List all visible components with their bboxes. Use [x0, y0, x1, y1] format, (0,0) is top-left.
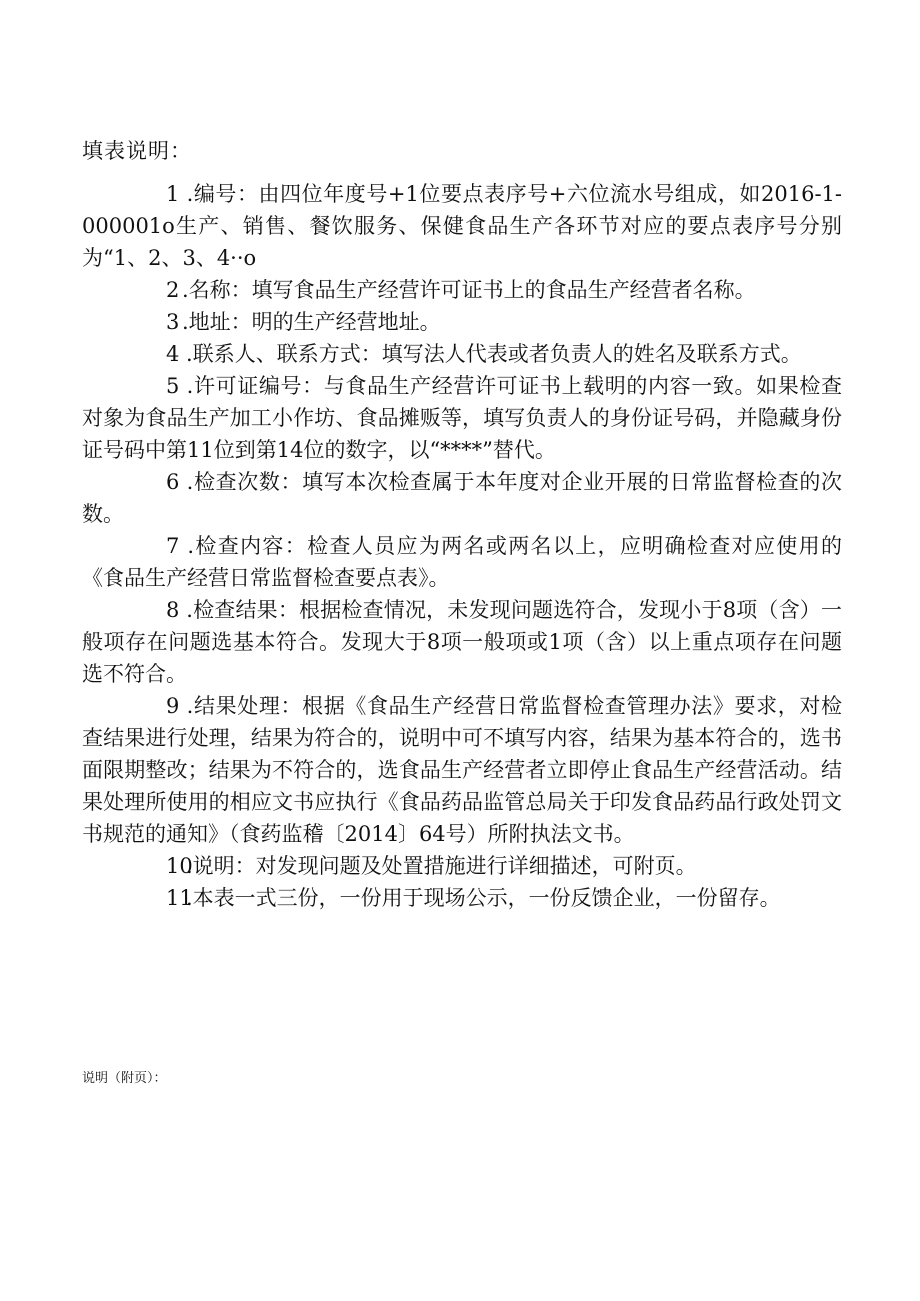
item-number: 4 — [166, 342, 180, 366]
item-text: .许可证编号：与食品生产经营许可证书上载明的内容一致。如果检查对象为食品生产加工小作坊、食品摊贩等，填写负责人的身份证号码，并隐藏身份证号码中第11位到第14位的数字，以“****”替代。 — [82, 374, 842, 462]
instruction-item-5 — [82, 370, 842, 466]
instruction-item-7 — [82, 530, 842, 594]
item-number: 1 — [166, 182, 180, 206]
item-number: 7 — [166, 534, 180, 558]
item-number: 8 — [166, 598, 180, 622]
instruction-item-3 — [82, 306, 842, 338]
item-text: .检查次数：填写本次检查属于本年度对企业开展的日常监督检查的次数。 — [82, 470, 842, 526]
instruction-item-1 — [82, 178, 842, 274]
item-text: .结果处理：根据《食品生产经营日常监督检查管理办法》要求，对检查结果进行处理，结果为符合的，说明中可不填写内容，结果为基本符合的，选书面限期整改；结果为不符合的，选食品生产经营者立即停止食品生产经营活动。结果处理所使用的相应文书应执行《食品药品监管总局关于印发食品药品行政处罚文书规范的通知》（食药监稽〔2014〕64号）所附执法文书。 — [82, 694, 842, 846]
instruction-item-10 — [82, 850, 842, 882]
page-heading: 填表说明： — [82, 139, 192, 163]
item-number: 5 — [166, 374, 180, 398]
instruction-item-4 — [82, 338, 842, 370]
item-text: .地址：明的生产经营地址。 — [182, 310, 441, 334]
instruction-item-2 — [82, 274, 842, 306]
instruction-item-8 — [82, 594, 842, 690]
item-text: .检查内容：检查人员应为两名或两名以上，应明确检查对应使用的《食品生产经营日常监督检查要点表》。 — [82, 534, 842, 590]
item-number: 2 — [166, 278, 180, 302]
item-text: .联系人、联系方式：填写法人代表或者负责人的姓名及联系方式。 — [179, 342, 802, 366]
item-text: .检查结果：根据检查情况，未发现问题选符合，发现小于8项（含）一般项存在问题选基本符合。发现大于8项一般项或1项（含）以上重点项存在问题选不符合。 — [82, 598, 842, 686]
instruction-item-11 — [82, 882, 842, 914]
item-text: .名称：填写食品生产经营许可证书上的食品生产经营者名称。 — [182, 278, 756, 302]
item-text: .编号：由四位年度号+1位要点表序号+六位流水号组成，如2016-1-000001o生产、销售、餐饮服务、保健食品生产各环节对应的要点表序号分别为“1、2、3、4··o — [82, 182, 842, 270]
instruction-item-9 — [82, 690, 842, 850]
item-number: 9 — [166, 694, 180, 718]
item-number: 10 — [166, 854, 193, 878]
instruction-item-6 — [82, 466, 842, 530]
item-number: 6 — [166, 470, 180, 494]
attachment-note: 说明（附页）： — [82, 1071, 167, 1086]
item-text: .本表一式三份，一份用于现场公示，一份反馈企业，一份留存。 — [186, 886, 781, 910]
item-text: .说明：对发现问题及处置措施进行详细描述，可附页。 — [186, 854, 697, 878]
item-number: 11 — [166, 886, 193, 910]
instruction-list — [82, 178, 842, 914]
item-number: 3 — [166, 310, 180, 334]
